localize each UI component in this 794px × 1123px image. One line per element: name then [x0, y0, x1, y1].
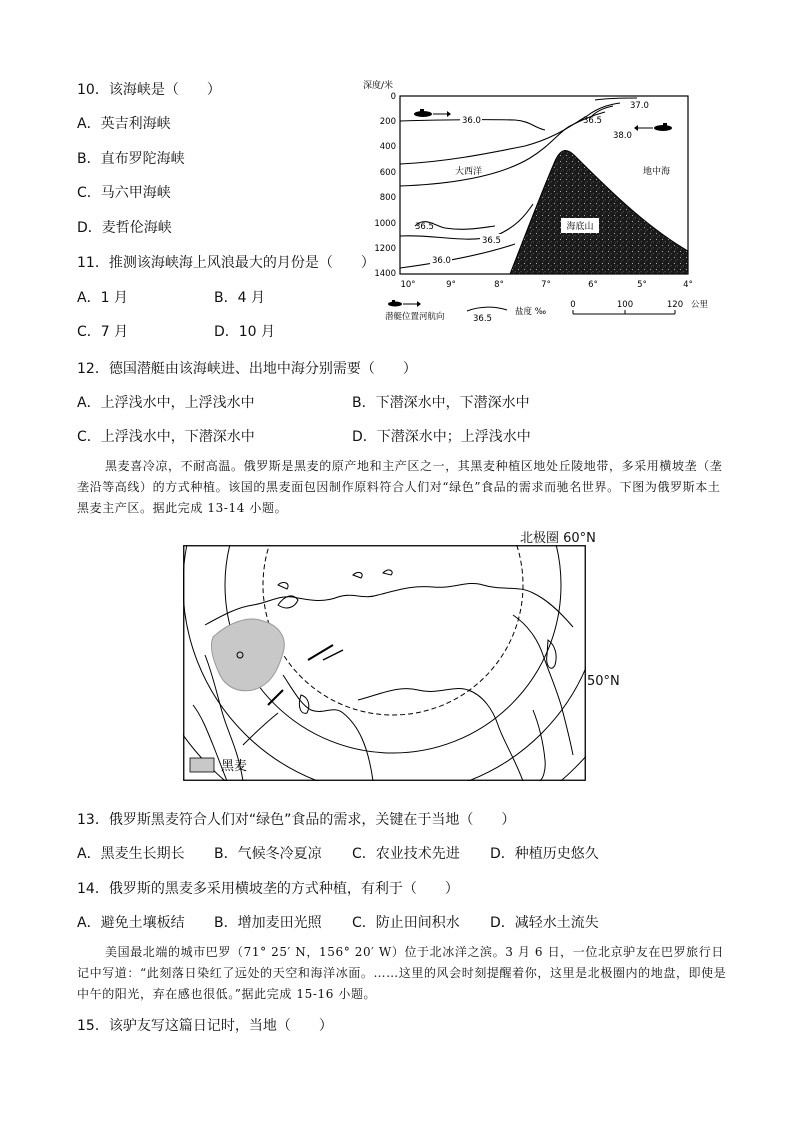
q14-option-d: D．减轻水土流失 [490, 915, 599, 931]
isoline-label: 36.0 [462, 116, 481, 126]
legend-swatch [190, 758, 214, 772]
y-tick: 800 [379, 193, 396, 203]
x-tick: 9° [446, 280, 456, 290]
isoline-label: 37.0 [630, 101, 649, 111]
q15-stem: 15．该驴友写这篇日记时，当地（ ） [77, 1018, 333, 1034]
y-tick: 1000 [374, 219, 396, 229]
isoline-36-0-bottom [400, 244, 515, 268]
y-tick: 1200 [374, 244, 396, 254]
q11-option-b: B．4 月 [214, 290, 265, 306]
isoline-label: 36.0 [432, 256, 451, 266]
x-tick: 5° [637, 280, 647, 290]
q10-option-c: C．马六甲海峡 [77, 185, 171, 201]
submarine-icon-right [634, 123, 672, 131]
q12-option-c: C．上浮浅水中，下潜深水中 [77, 429, 255, 445]
isoline-37-0 [595, 98, 637, 100]
svg-text:0: 0 [570, 300, 576, 310]
q11-option-a: A．1 月 [77, 290, 128, 306]
submarine-icon-left [414, 109, 451, 117]
x-tick: 10° [400, 280, 416, 290]
svg-text:100: 100 [616, 300, 634, 310]
svg-text:盐度 ‰: 盐度 ‰ [515, 307, 547, 317]
mediterranean-label: 地中海 [643, 167, 671, 177]
q10-option-d: D．麦哲伦海峡 [77, 220, 172, 236]
y-tick: 600 [379, 168, 396, 178]
svg-text:36.5: 36.5 [473, 314, 492, 324]
atlantic-label: 大西洋 [455, 167, 483, 177]
q13-option-d: D．种植历史悠久 [490, 846, 599, 862]
q11-option-d: D．10 月 [214, 324, 276, 340]
passage-rye: 黑麦喜冷凉，不耐高温。俄罗斯是黑麦的原产地和主产区之一，其黑麦种植区地处丘陵地带，多采用横坡垄（垄垄沿等高线）的方式种植。该国的黑麦面包因制作原料符合人们对“绿色”食品的需求而驰名世界。下图为俄罗斯本土黑麦主产区。据此完成 13-14 小题。 [77, 459, 723, 515]
legend-salinity [467, 306, 546, 324]
q14-option-c: C．防止田间积水 [352, 915, 460, 931]
arctic-circle-label: 北极圈 60°N [520, 531, 596, 546]
q12-stem: 12．德国潜艇由该海峡进、出地中海分别需要（ ） [77, 361, 417, 377]
y-tick: 200 [379, 117, 396, 127]
q10-stem: 10．该海峡是（ ） [77, 82, 221, 98]
isoline-label: 36.5 [583, 116, 602, 126]
isoline-label: 38.0 [613, 131, 632, 141]
depth-axis-title: 深度/米 [363, 81, 394, 91]
isoline-36-5-upper [400, 103, 620, 164]
scale-bar [570, 300, 708, 314]
x-tick: 4° [683, 280, 693, 290]
q12-option-d: D．下潜深水中；上浮浅水中 [352, 429, 531, 445]
q12-option-a: A．上浮浅水中，上浮浅水中 [77, 395, 255, 411]
svg-text:120: 120 [666, 300, 684, 310]
svg-text:公里: 公里 [691, 300, 709, 310]
q10-option-a: A．英吉利海峡 [77, 116, 171, 132]
q14-stem: 14．俄罗斯的黑麦多采用横坡垄的方式种植，有利于（ ） [77, 881, 459, 897]
legend-route [385, 300, 445, 322]
q14-option-a: A．避免土壤板结 [77, 915, 185, 931]
x-tick: 7° [541, 280, 551, 290]
q13-stem: 13．俄罗斯黑麦符合人们对“绿色”食品的需求，关键在于当地（ ） [77, 812, 516, 828]
lat-50-label: 50°N [587, 674, 620, 689]
x-tick: 6° [588, 280, 598, 290]
y-tick: 400 [379, 142, 396, 152]
isoline-label: 36.5 [482, 236, 501, 246]
q13-option-a: A．黑麦生长期长 [77, 846, 185, 862]
strait-cross-section-figure [355, 76, 715, 326]
q12-option-b: B．下潜深水中，下潜深水中 [352, 395, 530, 411]
y-tick: 0 [390, 92, 396, 102]
q13-option-b: B．气候冬冷夏凉 [214, 846, 322, 862]
svg-text:潜艇位置河航向: 潜艇位置河航向 [385, 312, 445, 322]
q11-option-c: C．7 月 [77, 324, 129, 340]
q11-stem: 11．推测该海峡海上风浪最大的月份是（ ） [77, 255, 375, 271]
legend-label: 黑麦 [221, 759, 248, 774]
q10-option-b: B．直布罗陀海峡 [77, 151, 185, 167]
x-tick: 8° [494, 280, 504, 290]
q14-option-b: B．增加麦田光照 [214, 915, 322, 931]
seamount-label: 海底山 [566, 222, 594, 232]
isoline-label: 36.5 [415, 222, 434, 232]
russia-rye-map [183, 545, 586, 781]
q13-option-c: C．农业技术先进 [352, 846, 460, 862]
y-tick: 1400 [374, 269, 396, 279]
passage-barrow: 美国最北端的城市巴罗（71° 25′ N，156° 20′ W）位于北冰洋之滨。3 月 6 日，一位北京驴友在巴罗旅行日记中写道：“此刻落日染红了远处的天空和海洋冰面。……这里的风会时刻提醒着你，这里是北极圈内的地盘，即使是中午的阳光，弃在感也很低。”据此完成 15-16 小题。 [77, 945, 727, 1001]
